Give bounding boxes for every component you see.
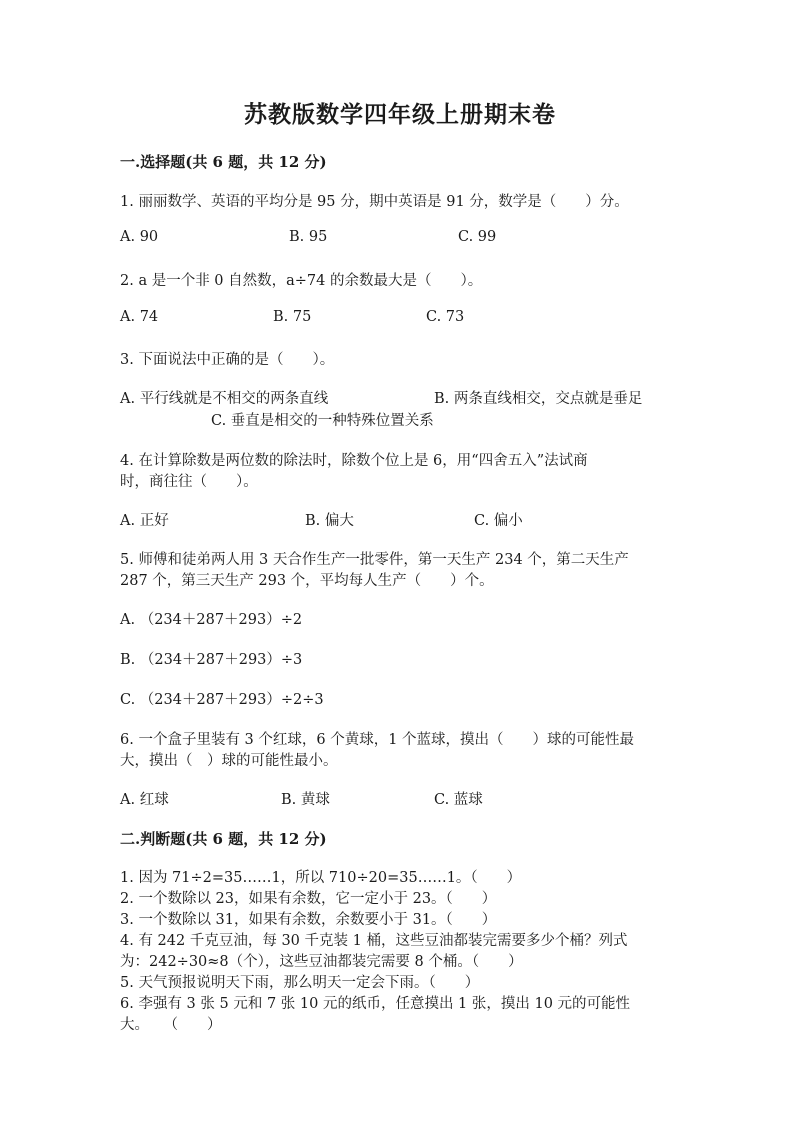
judgment-item-2: 2. 一个数除以 23，如果有余数，它一定小于 23。（ ） [120,891,497,907]
question-1-text: 1. 丽丽数学、英语的平均分是 95 分，期中英语是 91 分，数学是（ ）分。 [120,194,629,210]
question-2-option-b: B. 75 [273,309,312,325]
question-4-option-c: C. 偏小 [474,513,523,529]
question-6-option-a: A. 红球 [120,792,169,808]
question-6-text-line-2: 大，摸出（ ）球的可能性最小。 [120,753,338,769]
section-heading-judgment: 二.判断题(共 6 题，共 12 分) [120,830,327,848]
question-4-text-line-2: 时，商往往（ ）。 [120,474,258,490]
question-1-option-b: B. 95 [289,229,328,245]
judgment-item-6-line-2: 大。 （ ） [120,1017,222,1033]
question-6-text-line-1: 6. 一个盒子里装有 3 个红球，6 个黄球，1 个蓝球，摸出（ ）球的可能性最 [120,732,635,748]
question-4-option-b: B. 偏大 [305,513,354,529]
question-5-option-a: A. （234＋287＋293）÷2 [120,612,303,628]
judgment-item-4-line-1: 4. 有 242 千克豆油，每 30 千克装 1 桶，这些豆油都装完需要多少个桶？列式 [120,933,628,949]
judgment-item-3: 3. 一个数除以 31，如果有余数，余数要小于 31。（ ） [120,912,497,928]
question-1-option-a: A. 90 [120,229,159,245]
question-6-option-c: C. 蓝球 [434,792,483,808]
question-3-text: 3. 下面说法中正确的是（ ）。 [120,352,335,368]
question-5-text-line-1: 5. 师傅和徒弟两人用 3 天合作生产一批零件，第一天生产 234 个，第二天生产 [120,552,629,568]
judgment-item-4-line-2: 为：242÷30≈8（个），这些豆油都装完需要 8 个桶。（ ） [120,954,523,970]
question-6-option-b: B. 黄球 [281,792,330,808]
question-5-option-c: C. （234＋287＋293）÷2÷3 [120,692,324,708]
question-1-option-c: C. 99 [458,229,497,245]
question-5-option-b: B. （234＋287＋293）÷3 [120,652,303,668]
question-2-option-a: A. 74 [120,309,159,325]
question-3-option-c: C. 垂直是相交的一种特殊位置关系 [211,413,434,429]
question-3-option-a: A. 平行线就是不相交的两条直线 [120,391,329,407]
judgment-item-5: 5. 天气预报说明天下雨，那么明天一定会下雨。（ ） [120,975,480,991]
page-title: 苏教版数学四年级上册期末卷 [244,101,556,128]
judgment-item-6-line-1: 6. 李强有 3 张 5 元和 7 张 10 元的纸币，任意摸出 1 张，摸出 10 元的可能性 [120,996,631,1012]
question-2-text: 2. a 是一个非 0 自然数，a÷74 的余数最大是（ ）。 [120,273,483,289]
question-5-text-line-2: 287 个，第三天生产 293 个，平均每人生产（ ）个。 [120,573,494,589]
question-3-option-b: B. 两条直线相交，交点就是垂足 [434,391,643,407]
question-4-text-line-1: 4. 在计算除数是两位数的除法时，除数个位上是 6，用“四舍五入”法试商 [120,453,588,469]
question-2-option-c: C. 73 [426,309,465,325]
judgment-item-1: 1. 因为 71÷2=35……1，所以 710÷20=35……1。（ ） [120,870,522,886]
section-heading-choice: 一.选择题(共 6 题，共 12 分) [120,153,327,171]
question-4-option-a: A. 正好 [120,513,169,529]
